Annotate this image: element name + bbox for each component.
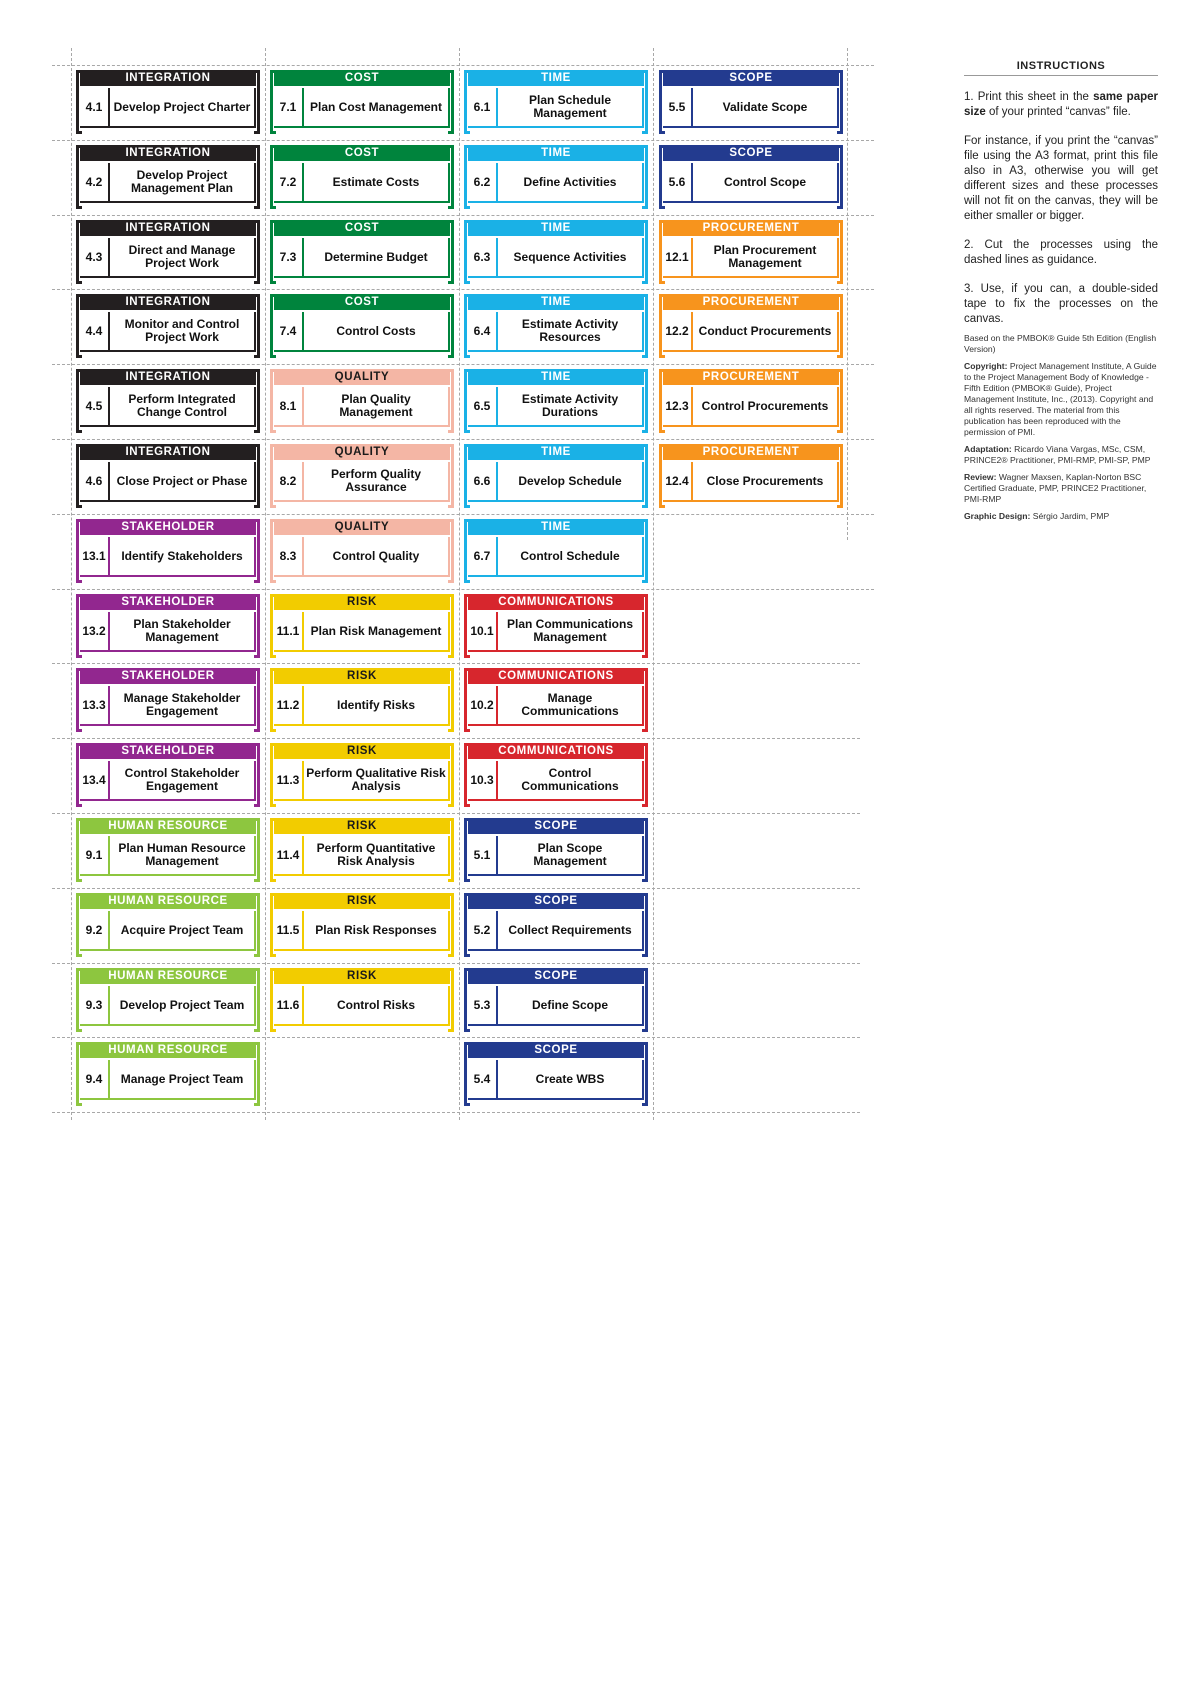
process-card — [270, 220, 454, 286]
process-body — [274, 88, 450, 128]
process-body — [663, 462, 839, 502]
process-card — [76, 968, 260, 1034]
knowledge-area-label: SCOPE — [468, 893, 644, 909]
process-card — [270, 519, 454, 585]
process-title: Plan Procurement Management — [713, 243, 817, 270]
knowledge-area-label: INTEGRATION — [80, 369, 256, 385]
process-card — [464, 668, 648, 734]
cut-guide-horizontal — [52, 289, 874, 290]
process-number: 4.6 — [80, 462, 110, 500]
process-title: Create WBS — [535, 1071, 605, 1086]
knowledge-area-label: HUMAN RESOURCE — [80, 818, 256, 834]
process-title: Validate Scope — [722, 99, 808, 114]
process-body — [80, 686, 256, 726]
instruction-step-2: 2. Cut the processes using the dashed lines as guidance. — [964, 239, 1158, 266]
cut-guide-horizontal — [52, 514, 874, 515]
process-card — [76, 145, 260, 211]
process-body — [468, 836, 644, 876]
process-title: Identify Risks — [336, 697, 416, 712]
process-card — [270, 444, 454, 510]
design-note — [964, 511, 1158, 522]
cut-guide-horizontal — [52, 813, 860, 814]
process-card — [464, 1042, 648, 1108]
process-card — [659, 294, 843, 360]
cut-guide-horizontal — [52, 364, 874, 365]
knowledge-area-label: RISK — [274, 968, 450, 984]
knowledge-area-label: COST — [274, 70, 450, 86]
process-body — [468, 88, 644, 128]
knowledge-area-label: RISK — [274, 743, 450, 759]
process-number: 5.4 — [468, 1060, 498, 1098]
process-title: Develop Schedule — [518, 473, 622, 488]
knowledge-area-label: TIME — [468, 145, 644, 161]
process-title: Control Schedule — [520, 548, 620, 563]
process-card — [464, 818, 648, 884]
instructions-panel — [964, 60, 1158, 522]
process-title: Control Stakeholder Engagement — [124, 766, 240, 793]
process-number: 13.3 — [80, 686, 110, 724]
process-title: Develop Project Charter — [113, 99, 251, 114]
knowledge-area-label: PROCUREMENT — [663, 294, 839, 310]
process-title: Plan Communications Management — [506, 617, 634, 644]
process-title: Control Communications — [521, 766, 619, 793]
cut-guide-horizontal — [52, 738, 860, 739]
process-number: 10.3 — [468, 761, 498, 799]
knowledge-area-label: INTEGRATION — [80, 145, 256, 161]
knowledge-area-label: SCOPE — [468, 968, 644, 984]
process-body — [468, 1060, 644, 1100]
process-number: 9.4 — [80, 1060, 110, 1098]
cut-guide-vertical — [71, 48, 72, 1120]
process-number: 10.2 — [468, 686, 498, 724]
process-body — [468, 537, 644, 577]
process-title: Plan Risk Responses — [315, 922, 437, 937]
knowledge-area-label: RISK — [274, 594, 450, 610]
knowledge-area-label: SCOPE — [663, 70, 839, 86]
process-body — [468, 163, 644, 203]
process-title: Define Activities — [523, 174, 617, 189]
process-body — [274, 537, 450, 577]
process-number: 12.1 — [663, 238, 693, 276]
process-card — [464, 145, 648, 211]
cut-guide-horizontal — [52, 589, 874, 590]
process-card — [659, 369, 843, 435]
process-card — [464, 294, 648, 360]
knowledge-area-label: COMMUNICATIONS — [468, 594, 644, 610]
knowledge-area-label: RISK — [274, 893, 450, 909]
knowledge-area-label: RISK — [274, 818, 450, 834]
knowledge-area-label: TIME — [468, 70, 644, 86]
process-body — [663, 163, 839, 203]
process-title: Perform Qualitative Risk Analysis — [306, 766, 446, 793]
cut-guide-horizontal — [52, 663, 860, 664]
process-card — [270, 145, 454, 211]
process-number: 11.3 — [274, 761, 304, 799]
process-number: 5.2 — [468, 911, 498, 949]
process-body — [663, 387, 839, 427]
process-card — [76, 294, 260, 360]
knowledge-area-label: PROCUREMENT — [663, 444, 839, 460]
process-card — [464, 220, 648, 286]
process-number: 11.4 — [274, 836, 304, 874]
process-number: 4.4 — [80, 312, 110, 350]
cut-guide-horizontal — [52, 439, 874, 440]
process-title: Acquire Project Team — [120, 922, 244, 937]
process-title: Plan Quality Management — [339, 392, 413, 419]
process-title: Close Procurements — [706, 473, 824, 488]
process-number: 4.3 — [80, 238, 110, 276]
review-text: Wagner Maxsen, Kaplan-Norton BSC Certified Graduate, PMP, PRINCE2 Practitioner, PMI-RMP — [964, 472, 1147, 504]
process-body — [274, 312, 450, 352]
knowledge-area-label: COST — [274, 220, 450, 236]
process-body — [468, 911, 644, 951]
process-body — [80, 312, 256, 352]
knowledge-area-label: INTEGRATION — [80, 70, 256, 86]
process-card — [76, 818, 260, 884]
cut-guide-horizontal — [52, 215, 874, 216]
process-body — [468, 761, 644, 801]
knowledge-area-label: HUMAN RESOURCE — [80, 968, 256, 984]
review-label: Review: — [964, 472, 997, 482]
process-body — [80, 163, 256, 203]
process-number: 6.6 — [468, 462, 498, 500]
instructions-title: INSTRUCTIONS — [964, 60, 1158, 76]
process-title: Plan Risk Management — [310, 623, 442, 638]
process-body — [663, 88, 839, 128]
knowledge-area-label: STAKEHOLDER — [80, 743, 256, 759]
cut-guide-horizontal — [52, 963, 860, 964]
process-card — [270, 294, 454, 360]
process-body — [274, 238, 450, 278]
knowledge-area-label: STAKEHOLDER — [80, 668, 256, 684]
knowledge-area-label: QUALITY — [274, 369, 450, 385]
process-body — [80, 88, 256, 128]
process-body — [663, 312, 839, 352]
process-title: Monitor and Control Project Work — [124, 317, 240, 344]
cut-guide-vertical — [265, 48, 266, 1120]
knowledge-area-label: TIME — [468, 519, 644, 535]
process-title: Perform Integrated Change Control — [128, 392, 236, 419]
process-title: Perform Quality Assurance — [330, 467, 422, 494]
process-body — [274, 387, 450, 427]
knowledge-area-label: COMMUNICATIONS — [468, 668, 644, 684]
process-number: 11.6 — [274, 986, 304, 1024]
process-number: 5.6 — [663, 163, 693, 201]
instruction-step-1-note: For instance, if you print the “canvas” file using the A3 format, print this file also in A3, otherwise you will get different sizes and these processes will not fit on the canvas, they will be either smaller or bigger. — [964, 135, 1158, 222]
process-title: Control Procurements — [701, 398, 829, 413]
process-body — [80, 986, 256, 1026]
process-number: 12.2 — [663, 312, 693, 350]
process-number: 4.2 — [80, 163, 110, 201]
process-title: Plan Scope Management — [533, 841, 607, 868]
review-note — [964, 472, 1158, 505]
process-number: 13.4 — [80, 761, 110, 799]
process-title: Plan Schedule Management — [528, 93, 612, 120]
process-body — [80, 761, 256, 801]
process-title: Develop Project Management Plan — [130, 168, 234, 195]
cut-guide-horizontal — [52, 65, 874, 66]
process-body — [80, 387, 256, 427]
cut-guide-vertical — [847, 48, 848, 540]
process-card — [76, 1042, 260, 1108]
based-on-note: Based on the PMBOK® Guide 5th Edition (English Version) — [964, 333, 1157, 354]
process-card — [270, 968, 454, 1034]
cut-guide-vertical — [459, 48, 460, 1120]
knowledge-area-label: TIME — [468, 294, 644, 310]
knowledge-area-label: SCOPE — [468, 818, 644, 834]
adaptation-note — [964, 444, 1158, 466]
process-body — [663, 238, 839, 278]
process-body — [468, 238, 644, 278]
cut-guide-horizontal — [52, 140, 874, 141]
process-number: 10.1 — [468, 612, 498, 650]
step1-text-end: of your printed “canvas” file. — [985, 106, 1131, 118]
process-card — [270, 369, 454, 435]
process-number: 4.5 — [80, 387, 110, 425]
cut-guide-horizontal — [52, 1112, 860, 1113]
process-number: 6.5 — [468, 387, 498, 425]
knowledge-area-label: QUALITY — [274, 519, 450, 535]
knowledge-area-label: SCOPE — [468, 1042, 644, 1058]
process-card — [76, 444, 260, 510]
process-card — [76, 594, 260, 660]
process-body — [80, 462, 256, 502]
knowledge-area-label: STAKEHOLDER — [80, 519, 256, 535]
process-title: Plan Cost Management — [309, 99, 443, 114]
process-title: Control Scope — [723, 174, 806, 189]
step1-bold: same paper size — [964, 91, 1158, 118]
process-card — [76, 668, 260, 734]
knowledge-area-label: COST — [274, 145, 450, 161]
process-body — [80, 612, 256, 652]
knowledge-area-label: HUMAN RESOURCE — [80, 893, 256, 909]
process-body — [80, 238, 256, 278]
knowledge-area-label: RISK — [274, 668, 450, 684]
process-title: Manage Stakeholder Engagement — [123, 691, 241, 718]
knowledge-area-label: QUALITY — [274, 444, 450, 460]
process-number: 5.1 — [468, 836, 498, 874]
process-card — [76, 743, 260, 809]
copyright-note — [964, 361, 1158, 438]
process-card — [464, 369, 648, 435]
process-number: 9.2 — [80, 911, 110, 949]
process-title: Control Risks — [336, 997, 415, 1012]
process-title: Manage Project Team — [120, 1071, 244, 1086]
process-title: Estimate Activity Durations — [521, 392, 619, 419]
process-title: Develop Project Team — [119, 997, 245, 1012]
process-card — [464, 968, 648, 1034]
process-number: 9.1 — [80, 836, 110, 874]
process-title: Manage Communications — [521, 691, 619, 718]
process-title: Determine Budget — [324, 249, 428, 264]
process-card — [270, 594, 454, 660]
process-title: Direct and Manage Project Work — [128, 243, 236, 270]
cut-guide-horizontal — [52, 888, 860, 889]
process-body — [468, 387, 644, 427]
process-card — [270, 70, 454, 136]
knowledge-area-label: COMMUNICATIONS — [468, 743, 644, 759]
process-body — [468, 312, 644, 352]
adaptation-text: Ricardo Viana Vargas, MSc, CSM, PRINCE2® Practitioner, PMI-RMP, PMI-SP, PMP — [964, 444, 1151, 465]
process-number: 6.4 — [468, 312, 498, 350]
process-title: Define Scope — [531, 997, 609, 1012]
process-card — [270, 743, 454, 809]
process-number: 12.4 — [663, 462, 693, 500]
process-number: 8.3 — [274, 537, 304, 575]
process-number: 9.3 — [80, 986, 110, 1024]
process-number: 11.1 — [274, 612, 304, 650]
process-number: 13.1 — [80, 537, 110, 575]
step1-text: 1. Print this sheet in the — [964, 91, 1094, 103]
process-body — [468, 986, 644, 1026]
copyright-label: Copyright: — [964, 361, 1008, 371]
process-card — [76, 893, 260, 959]
process-body — [80, 537, 256, 577]
process-body — [80, 836, 256, 876]
process-body — [274, 986, 450, 1026]
copyright-text: Project Management Institute, A Guide to the Project Management Body of Knowledge - Fifth Edition (PMBOK® Guide), Project Management Institute, Inc., (2013). Copyright and all rights reserved. The material from this publication has been reproduced with the permission of PMI. — [964, 361, 1157, 437]
process-title: Control Quality — [332, 548, 420, 563]
knowledge-area-label: STAKEHOLDER — [80, 594, 256, 610]
knowledge-area-label: TIME — [468, 369, 644, 385]
process-body — [274, 612, 450, 652]
process-title: Estimate Activity Resources — [521, 317, 619, 344]
cut-guide-horizontal — [52, 1037, 860, 1038]
knowledge-area-label: COST — [274, 294, 450, 310]
process-card — [76, 220, 260, 286]
process-card — [270, 818, 454, 884]
cut-guide-vertical — [653, 48, 654, 1120]
process-card — [270, 893, 454, 959]
process-card — [270, 668, 454, 734]
process-number: 5.5 — [663, 88, 693, 126]
process-title: Close Project or Phase — [116, 473, 248, 488]
knowledge-area-label: PROCUREMENT — [663, 220, 839, 236]
process-number: 6.3 — [468, 238, 498, 276]
process-number: 8.2 — [274, 462, 304, 500]
process-number: 6.2 — [468, 163, 498, 201]
process-body — [274, 686, 450, 726]
process-body — [80, 911, 256, 951]
process-body — [274, 462, 450, 502]
process-body — [80, 1060, 256, 1100]
design-label: Graphic Design: — [964, 511, 1031, 521]
process-number: 8.1 — [274, 387, 304, 425]
process-card — [659, 220, 843, 286]
knowledge-area-label: HUMAN RESOURCE — [80, 1042, 256, 1058]
knowledge-area-label: PROCUREMENT — [663, 369, 839, 385]
process-card — [76, 369, 260, 435]
process-number: 7.1 — [274, 88, 304, 126]
process-title: Perform Quantitative Risk Analysis — [316, 841, 436, 868]
process-number: 7.4 — [274, 312, 304, 350]
knowledge-area-label: INTEGRATION — [80, 294, 256, 310]
process-card — [464, 594, 648, 660]
process-card — [76, 70, 260, 136]
process-number: 11.5 — [274, 911, 304, 949]
process-title: Control Costs — [336, 323, 416, 338]
process-body — [468, 686, 644, 726]
process-number: 7.2 — [274, 163, 304, 201]
process-body — [274, 911, 450, 951]
process-card — [464, 70, 648, 136]
process-number: 6.7 — [468, 537, 498, 575]
process-body — [274, 761, 450, 801]
design-text: Sérgio Jardim, PMP — [1030, 511, 1110, 521]
process-title: Conduct Procurements — [698, 323, 832, 338]
process-card — [659, 145, 843, 211]
process-number: 6.1 — [468, 88, 498, 126]
process-number: 12.3 — [663, 387, 693, 425]
process-card — [76, 519, 260, 585]
process-number: 5.3 — [468, 986, 498, 1024]
process-card — [464, 893, 648, 959]
instruction-step-3: 3. Use, if you can, a double-sided tape to fix the processes on the canvas. — [964, 283, 1158, 325]
process-body — [468, 462, 644, 502]
process-title: Plan Human Resource Management — [118, 841, 246, 868]
knowledge-area-label: TIME — [468, 444, 644, 460]
process-card — [464, 519, 648, 585]
process-title: Sequence Activities — [513, 249, 627, 264]
process-body — [274, 163, 450, 203]
process-card — [464, 743, 648, 809]
process-title: Estimate Costs — [332, 174, 420, 189]
adaptation-label: Adaptation: — [964, 444, 1012, 454]
process-card — [464, 444, 648, 510]
process-number: 7.3 — [274, 238, 304, 276]
process-body — [468, 612, 644, 652]
knowledge-area-label: INTEGRATION — [80, 220, 256, 236]
process-body — [274, 836, 450, 876]
knowledge-area-label: SCOPE — [663, 145, 839, 161]
instruction-step-1 — [964, 90, 1158, 120]
process-number: 4.1 — [80, 88, 110, 126]
process-number: 11.2 — [274, 686, 304, 724]
process-title: Plan Stakeholder Management — [133, 617, 231, 644]
process-title: Collect Requirements — [508, 922, 632, 937]
process-title: Identify Stakeholders — [121, 548, 243, 563]
knowledge-area-label: INTEGRATION — [80, 444, 256, 460]
process-number: 13.2 — [80, 612, 110, 650]
process-card — [659, 444, 843, 510]
process-card — [659, 70, 843, 136]
knowledge-area-label: TIME — [468, 220, 644, 236]
